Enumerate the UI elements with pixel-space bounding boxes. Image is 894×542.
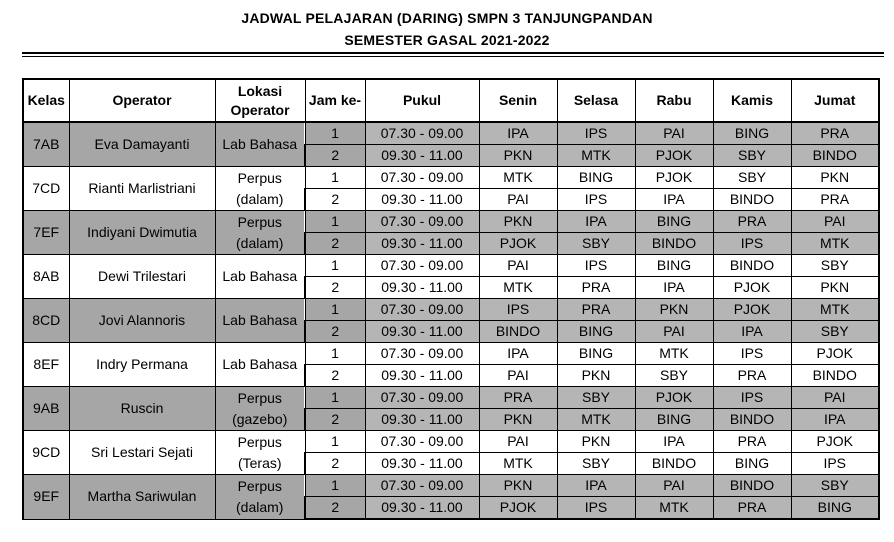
jumat-cell: MTK <box>791 299 879 321</box>
kamis-cell: PJOK <box>713 299 791 321</box>
lokasi-cell <box>215 167 305 211</box>
senin-cell: IPS <box>479 299 557 321</box>
header-kelas: Kelas <box>23 79 69 122</box>
kamis-cell: BINDO <box>713 409 791 431</box>
lokasi-line: Perpus <box>237 389 282 406</box>
kelas-cell: 8AB <box>23 255 69 299</box>
table-row <box>23 255 879 277</box>
jam-cell: 2 <box>305 453 365 475</box>
rabu-cell: PJOK <box>635 387 713 409</box>
header-lokasi <box>215 79 305 122</box>
jam-cell: 1 <box>305 167 365 189</box>
pukul-cell: 09.30 - 11.00 <box>365 321 479 343</box>
jam-cell: 1 <box>305 299 365 321</box>
pukul-cell: 07.30 - 09.00 <box>365 122 479 145</box>
operator-cell: Dewi Trilestari <box>69 255 215 299</box>
pukul-cell: 07.30 - 09.00 <box>365 431 479 453</box>
header-rabu: Rabu <box>635 79 713 122</box>
jumat-cell: BING <box>791 497 879 520</box>
kamis-cell: PRA <box>713 497 791 520</box>
table-row <box>23 122 879 145</box>
kelas-cell: 7AB <box>23 122 69 167</box>
lokasi-cell <box>215 475 305 520</box>
jumat-cell: PRA <box>791 189 879 211</box>
lokasi-line: Perpus <box>237 169 282 186</box>
kamis-cell: PJOK <box>713 277 791 299</box>
jumat-cell: SBY <box>791 475 879 497</box>
selasa-cell: BING <box>557 343 635 365</box>
senin-cell: PKN <box>479 145 557 167</box>
pukul-cell: 09.30 - 11.00 <box>365 497 479 520</box>
jumat-cell: PRA <box>791 122 879 145</box>
operator-cell: Ruscin <box>69 387 215 431</box>
operator-cell: Martha Sariwulan <box>69 475 215 520</box>
jumat-cell: IPA <box>791 409 879 431</box>
pukul-cell: 07.30 - 09.00 <box>365 387 479 409</box>
kelas-cell: 8CD <box>23 299 69 343</box>
lokasi-cell <box>215 431 305 475</box>
rabu-cell: PJOK <box>635 145 713 167</box>
kamis-cell: PRA <box>713 431 791 453</box>
lokasi-cell <box>215 122 305 167</box>
jumat-cell: BINDO <box>791 365 879 387</box>
operator-cell: Indiyani Dwimutia <box>69 211 215 255</box>
selasa-cell: IPS <box>557 497 635 520</box>
kamis-cell: IPS <box>713 233 791 255</box>
jumat-cell: PJOK <box>791 343 879 365</box>
table-row <box>23 211 879 233</box>
jam-cell: 2 <box>305 321 365 343</box>
kamis-cell: PRA <box>713 211 791 233</box>
operator-cell: Jovi Alannoris <box>69 299 215 343</box>
senin-cell: IPA <box>479 343 557 365</box>
operator-cell: Indry Permana <box>69 343 215 387</box>
senin-cell: PKN <box>479 211 557 233</box>
header-lokasi-line1: Lokasi <box>237 82 283 99</box>
kelas-cell: 9CD <box>23 431 69 475</box>
kelas-cell: 9AB <box>23 387 69 431</box>
senin-cell: PJOK <box>479 497 557 520</box>
pukul-cell: 07.30 - 09.00 <box>365 167 479 189</box>
selasa-cell: IPS <box>557 122 635 145</box>
kamis-cell: IPS <box>713 387 791 409</box>
page-subtitle: SEMESTER GASAL 2021-2022 <box>344 32 550 48</box>
header-lokasi-line2: Operator <box>230 101 290 118</box>
lokasi-line: Perpus <box>237 477 282 494</box>
jumat-cell: MTK <box>791 233 879 255</box>
selasa-cell: PRA <box>557 277 635 299</box>
senin-cell: PJOK <box>479 233 557 255</box>
rabu-cell: PJOK <box>635 167 713 189</box>
selasa-cell: IPS <box>557 189 635 211</box>
rabu-cell: MTK <box>635 497 713 520</box>
senin-cell: PAI <box>479 431 557 453</box>
jumat-cell: SBY <box>791 321 879 343</box>
rabu-cell: BING <box>635 211 713 233</box>
header-row <box>23 79 879 122</box>
jam-cell: 1 <box>305 475 365 497</box>
rabu-cell: BING <box>635 409 713 431</box>
pukul-cell: 07.30 - 09.00 <box>365 343 479 365</box>
schedule-body <box>23 122 879 519</box>
jam-cell: 2 <box>305 233 365 255</box>
selasa-cell: SBY <box>557 233 635 255</box>
senin-cell: MTK <box>479 167 557 189</box>
jam-cell: 1 <box>305 387 365 409</box>
jumat-cell: PJOK <box>791 431 879 453</box>
jam-cell: 2 <box>305 145 365 167</box>
selasa-cell: PRA <box>557 299 635 321</box>
kamis-cell: PRA <box>713 365 791 387</box>
senin-cell: PKN <box>479 409 557 431</box>
selasa-cell: PKN <box>557 365 635 387</box>
header-jumat: Jumat <box>791 79 879 122</box>
kelas-cell: 8EF <box>23 343 69 387</box>
selasa-cell: IPA <box>557 475 635 497</box>
table-row <box>23 299 879 321</box>
pukul-cell: 09.30 - 11.00 <box>365 365 479 387</box>
table-row <box>23 167 879 189</box>
selasa-cell: SBY <box>557 387 635 409</box>
pukul-cell: 09.30 - 11.00 <box>365 145 479 167</box>
rabu-cell: SBY <box>635 365 713 387</box>
lokasi-line: (dalam) <box>236 190 284 207</box>
pukul-cell: 09.30 - 11.00 <box>365 409 479 431</box>
rabu-cell: IPA <box>635 277 713 299</box>
operator-cell: Eva Damayanti <box>69 122 215 167</box>
lokasi-cell <box>215 387 305 431</box>
jam-cell: 1 <box>305 343 365 365</box>
jam-cell: 2 <box>305 497 365 520</box>
lokasi-line: Lab Bahasa <box>222 312 298 328</box>
kamis-cell: SBY <box>713 167 791 189</box>
jam-cell: 2 <box>305 365 365 387</box>
senin-cell: MTK <box>479 453 557 475</box>
operator-cell: Sri Lestari Sejati <box>69 431 215 475</box>
lokasi-line: Lab Bahasa <box>222 268 298 284</box>
operator-cell: Rianti Marlistriani <box>69 167 215 211</box>
senin-cell: PKN <box>479 475 557 497</box>
pukul-cell: 09.30 - 11.00 <box>365 453 479 475</box>
selasa-cell: BING <box>557 321 635 343</box>
header-operator: Operator <box>69 79 215 122</box>
pukul-cell: 07.30 - 09.00 <box>365 475 479 497</box>
lokasi-line: Lab Bahasa <box>222 136 298 152</box>
senin-cell: IPA <box>479 122 557 145</box>
selasa-cell: SBY <box>557 453 635 475</box>
schedule-table <box>22 78 880 520</box>
jumat-cell: BINDO <box>791 145 879 167</box>
lokasi-line: (dalam) <box>236 498 284 515</box>
jam-cell: 2 <box>305 277 365 299</box>
jumat-cell: PKN <box>791 277 879 299</box>
header-kamis: Kamis <box>713 79 791 122</box>
rabu-cell: MTK <box>635 343 713 365</box>
jumat-cell: IPS <box>791 453 879 475</box>
jam-cell: 1 <box>305 431 365 453</box>
kamis-cell: IPA <box>713 321 791 343</box>
selasa-cell: PKN <box>557 431 635 453</box>
senin-cell: PAI <box>479 255 557 277</box>
jam-cell: 1 <box>305 255 365 277</box>
kelas-cell: 7EF <box>23 211 69 255</box>
rabu-cell: IPA <box>635 431 713 453</box>
jam-cell: 1 <box>305 122 365 145</box>
lokasi-cell <box>215 211 305 255</box>
kamis-cell: BINDO <box>713 475 791 497</box>
kamis-cell: BINDO <box>713 189 791 211</box>
kelas-cell: 7CD <box>23 167 69 211</box>
header-selasa: Selasa <box>557 79 635 122</box>
table-row <box>23 475 879 497</box>
rabu-cell: PAI <box>635 475 713 497</box>
rabu-cell: PAI <box>635 122 713 145</box>
rabu-cell: BING <box>635 255 713 277</box>
lokasi-line: Perpus <box>237 433 282 450</box>
jam-cell: 2 <box>305 189 365 211</box>
table-row <box>23 431 879 453</box>
table-row <box>23 343 879 365</box>
kamis-cell: BINDO <box>713 255 791 277</box>
pukul-cell: 09.30 - 11.00 <box>365 189 479 211</box>
lokasi-cell <box>215 299 305 343</box>
lokasi-line: (Teras) <box>237 454 282 471</box>
rabu-cell: BINDO <box>635 453 713 475</box>
jam-cell: 1 <box>305 211 365 233</box>
selasa-cell: BING <box>557 167 635 189</box>
rabu-cell: PAI <box>635 321 713 343</box>
lokasi-line: (dalam) <box>236 234 284 251</box>
pukul-cell: 07.30 - 09.00 <box>365 299 479 321</box>
senin-cell: PAI <box>479 189 557 211</box>
header-jam: Jam ke- <box>305 79 365 122</box>
selasa-cell: MTK <box>557 409 635 431</box>
page-title: JADWAL PELAJARAN (DARING) SMPN 3 TANJUNGPANDAN <box>241 10 653 26</box>
selasa-cell: IPA <box>557 211 635 233</box>
pukul-cell: 09.30 - 11.00 <box>365 277 479 299</box>
title-divider <box>22 52 884 54</box>
senin-cell: PAI <box>479 365 557 387</box>
lokasi-cell <box>215 343 305 387</box>
kamis-cell: IPS <box>713 343 791 365</box>
table-row <box>23 387 879 409</box>
selasa-cell: IPS <box>557 255 635 277</box>
rabu-cell: BINDO <box>635 233 713 255</box>
lokasi-cell <box>215 255 305 299</box>
kamis-cell: BING <box>713 122 791 145</box>
jumat-cell: PKN <box>791 167 879 189</box>
pukul-cell: 09.30 - 11.00 <box>365 233 479 255</box>
senin-cell: MTK <box>479 277 557 299</box>
kamis-cell: BING <box>713 453 791 475</box>
pukul-cell: 07.30 - 09.00 <box>365 211 479 233</box>
header-pukul: Pukul <box>365 79 479 122</box>
jumat-cell: PAI <box>791 211 879 233</box>
title-divider-thin <box>22 56 884 57</box>
kelas-cell: 9EF <box>23 475 69 520</box>
senin-cell: PRA <box>479 387 557 409</box>
lokasi-line: Perpus <box>237 213 282 230</box>
jumat-cell: PAI <box>791 387 879 409</box>
kamis-cell: SBY <box>713 145 791 167</box>
jumat-cell: SBY <box>791 255 879 277</box>
lokasi-line: Lab Bahasa <box>222 356 298 372</box>
header-senin: Senin <box>479 79 557 122</box>
jam-cell: 2 <box>305 409 365 431</box>
rabu-cell: PKN <box>635 299 713 321</box>
pukul-cell: 07.30 - 09.00 <box>365 255 479 277</box>
rabu-cell: IPA <box>635 189 713 211</box>
selasa-cell: MTK <box>557 145 635 167</box>
senin-cell: BINDO <box>479 321 557 343</box>
lokasi-line: (gazebo) <box>232 410 288 427</box>
